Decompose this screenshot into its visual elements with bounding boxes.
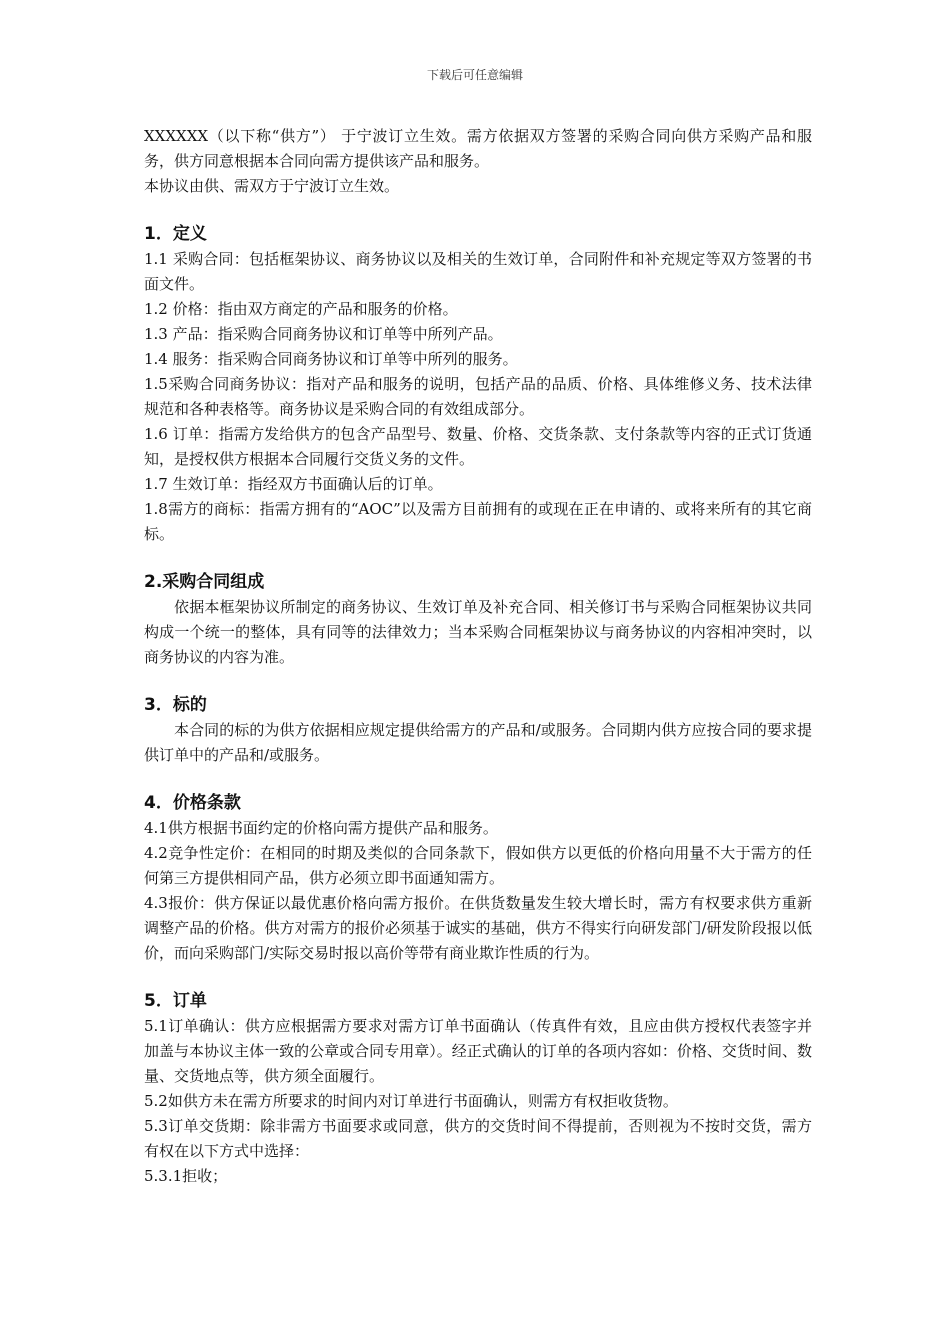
clause-5-1: 5.1订单确认：供方应根据需方要求对需方订单书面确认（传真件有效，且应由供方授权代表签字并加盖与本协议主体一致的公章或合同专用章）。经正式确认的订单的各项内容如：价格、交货时间、数量、交货地点等，供方须全面履行。 (144, 1017, 812, 1085)
clause-2-body: 依据本框架协议所制定的商务协议、生效订单及补充合同、相关修订书与采购合同框架协议共同构成一个统一的整体，具有同等的法律效力；当本采购合同框架协议与商务协议的内容相冲突时，以商务协议的内容为准。 (144, 598, 812, 666)
section-title-definitions: 1．定义 (144, 224, 207, 244)
section-title-subject: 3．标的 (144, 695, 207, 715)
clause-1-8: 1.8需方的商标：指需方拥有的“AOC”以及需方目前拥有的或现在正在申请的、或将来所有的其它商标。 (144, 500, 812, 543)
clause-1-6: 1.6 订单：指需方发给供方的包含产品型号、数量、价格、交货条款、支付条款等内容的正式订货通知，是授权供方根据本合同履行交货义务的文件。 (144, 425, 812, 468)
clause-4-3: 4.3报价：供方保证以最优惠价格向需方报价。在供货数量发生较大增长时，需方有权要求供方重新调整产品的价格。供方对需方的报价必须基于诚实的基础，供方不得实行向研发部门/研发阶段报以低价，而向采购部门/实际交易时报以高价等带有商业欺诈性质的行为。 (144, 894, 812, 962)
clause-1-7: 1.7 生效订单：指经双方书面确认后的订单。 (144, 475, 443, 493)
section-title-composition: 2.采购合同组成 (144, 572, 265, 592)
clause-1-5: 1.5采购合同商务协议：指对产品和服务的说明，包括产品的品质、价格、具体维修义务、技术法律规范和各种表格等。商务协议是采购合同的有效组成部分。 (144, 375, 812, 418)
clause-3-body: 本合同的标的为供方依据相应规定提供给需方的产品和/或服务。合同期内供方应按合同的要求提供订单中的产品和/或服务。 (144, 721, 812, 764)
section-title-orders: 5．订单 (144, 991, 207, 1011)
clause-5-2: 5.2如供方未在需方所要求的时间内对订单进行书面确认，则需方有权拒收货物。 (144, 1092, 678, 1110)
clause-1-4: 1.4 服务：指采购合同商务协议和订单等中所列的服务。 (144, 350, 518, 368)
clause-1-1: 1.1 采购合同：包括框架协议、商务协议以及相关的生效订单，合同附件和补充规定等双方签署的书面文件。 (144, 250, 812, 293)
intro-paragraph-1: XXXXXX（以下称“供方”） 于宁波订立生效。需方依据双方签署的采购合同向供方采购产品和服务，供方同意根据本合同向需方提供该产品和服务。 (144, 127, 812, 170)
clause-4-1: 4.1供方根据书面约定的价格向需方提供产品和服务。 (144, 819, 498, 837)
clause-1-3: 1.3 产品：指采购合同商务协议和订单等中所列产品。 (144, 325, 503, 343)
clause-1-2: 1.2 价格：指由双方商定的产品和服务的价格。 (144, 300, 458, 318)
page-header: 下载后可任意编辑 (426, 68, 523, 82)
intro-paragraph-2: 本协议由供、需双方于宁波订立生效。 (144, 177, 400, 195)
section-title-price-terms: 4．价格条款 (144, 793, 241, 813)
clause-5-3-1: 5.3.1拒收； (144, 1167, 228, 1185)
clause-4-2: 4.2竞争性定价：在相同的时期及类似的合同条款下，假如供方以更低的价格向用量不大于需方的任何第三方提供相同产品，供方必须立即书面通知需方。 (144, 844, 812, 887)
clause-5-3: 5.3订单交货期：除非需方书面要求或同意，供方的交货时间不得提前，否则视为不按时交货，需方有权在以下方式中选择： (144, 1117, 812, 1160)
document-body (144, 124, 812, 1189)
